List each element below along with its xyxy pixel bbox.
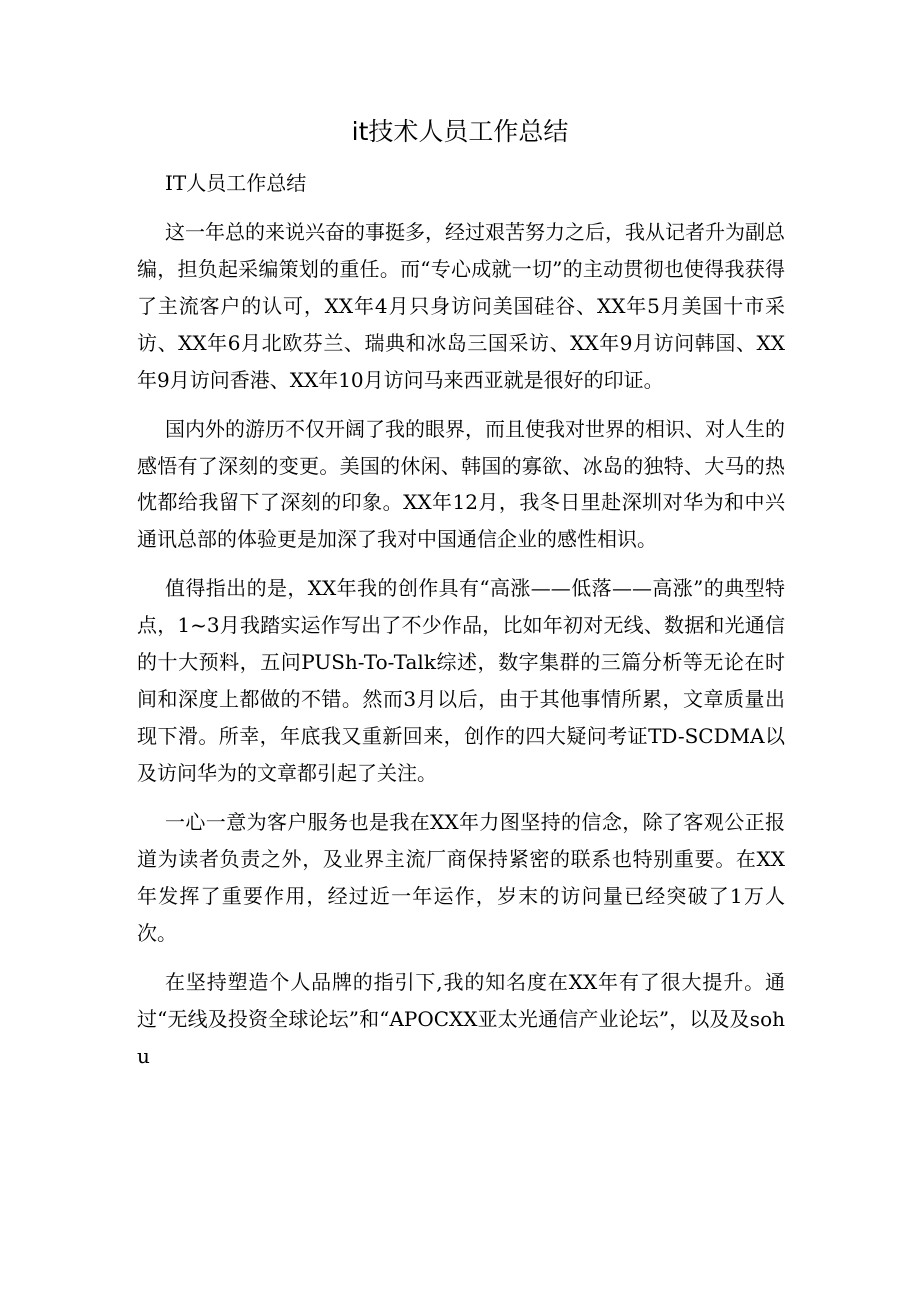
paragraph-2: 国内外的游历不仅开阔了我的眼界，而且使我对世界的相识、对人生的感悟有了深刻的变更。美国的休闲、韩国的寡欲、冰岛的独特、大马的热忱都给我留下了深刻的印象。XX年12月，我冬日里赴深圳对华为和中兴通讯总部的体验更是加深了我对中国通信企业的感性相识。	[137, 416, 785, 552]
paragraph-3: 值得指出的是，XX年我的创作具有“高涨——低落——高涨”的典型特点，1~3月我踏实运作写出了不少作品，比如年初对无线、数据和光通信的十大预料，五问PUSh-To-Talk综述，数字集群的三篇分析等无论在时间和深度上都做的不错。然而3月以后，由于其他事情所累，文章质量出现下滑。所幸，年底我又重新回来，创作的四大疑问考证TD-SCDMA以及访问华为的文章都引起了关注。	[137, 576, 785, 785]
document-subtitle: IT人员工作总结	[165, 171, 307, 195]
document-body	[137, 165, 785, 1087]
document-title: it技术人员工作总结	[351, 117, 569, 146]
paragraph-1: 这一年总的来说兴奋的事挺多，经过艰苦努力之后，我从记者升为副总编，担负起采编策划的重任。而“专心成就一切”的主动贯彻也使得我获得了主流客户的认可，XX年4月只身访问美国硅谷、XX年5月美国十市采访、XX年6月北欧芬兰、瑞典和冰岛三国采访、XX年9月访问韩国、XX年9月访问香港、XX年10月访问马来西亚就是很好的印证。	[137, 219, 785, 392]
paragraph-4: 一心一意为客户服务也是我在XX年力图坚持的信念，除了客观公正报道为读者负责之外，及业界主流厂商保持紧密的联系也特别重要。在XX年发挥了重要作用，经过近一年运作，岁末的访问量已经突破了1万人次。	[137, 810, 785, 945]
paragraph-5: 在坚持塑造个人品牌的指引下,我的知名度在XX年有了很大提升。通过“无线及投资全球论坛”和“APOCXX亚太光通信产业论坛”，以及及sohu	[137, 969, 785, 1068]
